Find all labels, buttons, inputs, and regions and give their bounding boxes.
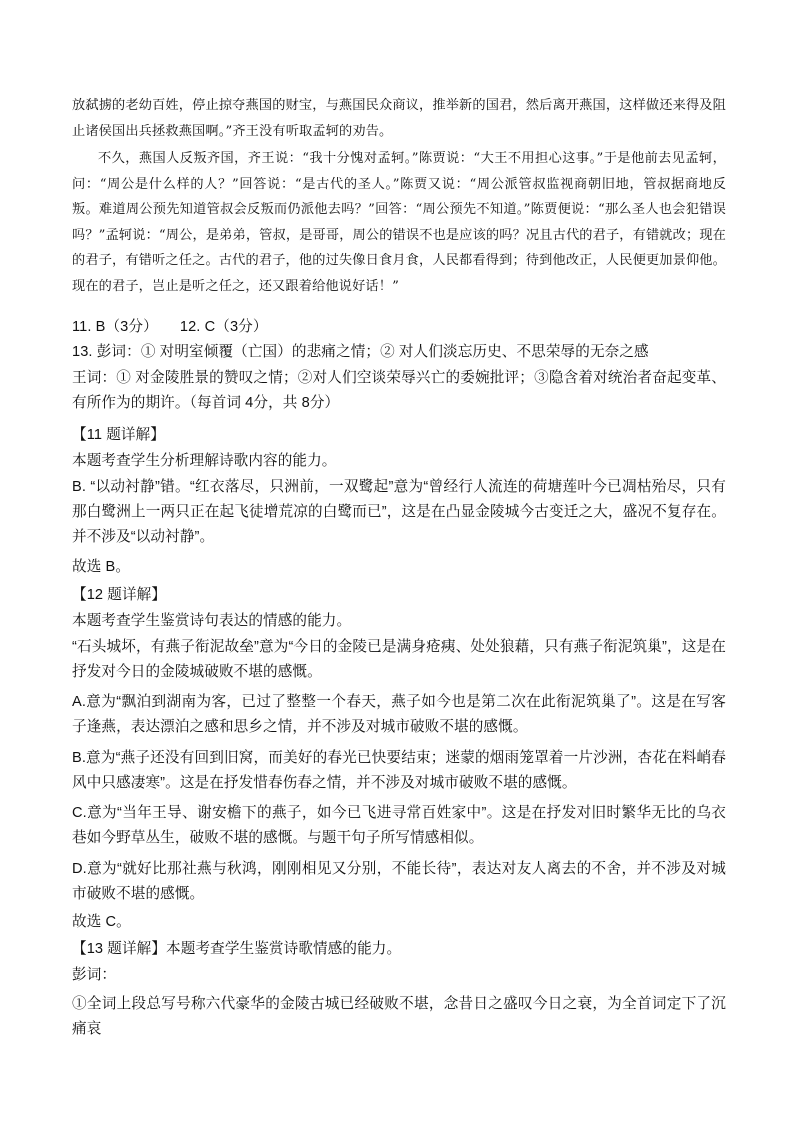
q12-option-b: B.意为“燕子还没有回到旧窝，而美好的春光已快要结束；迷蒙的烟雨笼罩着一片沙洲，杏花在料峭春风中只感凄寒”。这是在抒发惜春伤春之情，并不涉及对城市破败不堪的感慨。	[72, 750, 726, 791]
q12-option-a: A.意为“飘泊到湖南为客，已过了整整一个春天，燕子如今也是第二次在此衔泥筑巢了”。这是在写客子逢燕，表达漂泊之感和思乡之情，并不涉及对城市破败不堪的感慨。	[72, 694, 726, 735]
q11-conclusion: 故选 B。	[72, 559, 131, 575]
q12-ability: 本题考查学生鉴赏诗句表达的情感的能力。	[72, 613, 352, 629]
translation-paragraph-2: 不久，燕国人反叛齐国，齐王说：“我十分愧对孟轲。”陈贾说：“大王不用担心这事。”于是他前去见孟轲，问：“周公是什么样的人？”回答说：“是古代的圣人。”陈贾又说：“周公派管叔监视商朝旧地，管叔据商地反叛。难道周公预先知道管叔会反叛而仍派他去吗？”回答：“周公预先不知道。”陈贾便说：“那么圣人也会犯错误吗？”孟轲说：“周公，是弟弟，管叔，是哥哥，周公的错误不也是应该的吗？况且古代的君子，有错就改；现在的君子，有错听之任之。古代的君子，他的过失像日食月食，人民都看得到；待到他改正，人民便更加景仰他。现在的君子，岂止是听之任之，还又跟着给他说好话！”	[72, 151, 726, 294]
q11-analysis: B. “以动衬静”错。“红衣落尽，只洲前，一双鹭起”意为“曾经行人流连的荷塘莲叶今已凋枯殆尽，只有那白鹭洲上一两只正在起飞徒增荒凉的白鹭而已”，这是在凸显金陵城今古变迁之大，盛况不复存在。并不涉及“以动衬静”。	[72, 479, 726, 545]
q12-heading: 【12 题详解】	[72, 587, 167, 603]
q13-heading: 【13 题详解】本题考查学生鉴赏诗歌情感的能力。	[72, 941, 402, 957]
answer-11-12: 11. B（3分） 12. C（3分）	[72, 319, 268, 335]
q12-quote: “石头城坏，有燕子衔泥故垒”意为“今日的金陵已是满身疮痍、处处狼藉，只有燕子衔泥筑巢”，这是在抒发对今日的金陵城破败不堪的感慨。	[72, 639, 726, 680]
q11-heading: 【11 题详解】	[72, 427, 165, 443]
q13-peng-label: 彭词：	[72, 967, 117, 983]
q11-ability: 本题考查学生分析理解诗歌内容的能力。	[72, 453, 337, 469]
q12-option-c: C.意为“当年王导、谢安檐下的燕子，如今已飞进寻常百姓家中”。这是在抒发对旧时繁华无比的乌衣巷如今野草丛生，破败不堪的感慨。与题干句子所写情感相似。	[72, 805, 726, 846]
answer-13-peng: 13. 彭词：① 对明室倾覆（亡国）的悲痛之情；② 对人们淡忘历史、不思荣辱的无奈之感	[72, 344, 649, 360]
answer-13-wang: 王词：① 对金陵胜景的赞叹之情；②对人们空谈荣辱兴亡的委婉批评；③隐含着对统治者奋起变革、有所作为的期许。（每首词 4分，共 8分）	[72, 370, 726, 411]
q12-conclusion: 故选 C。	[72, 914, 131, 930]
translation-paragraph-1: 放弑掳的老幼百姓，停止掠夺燕国的财宝，与燕国民众商议，推举新的国君，然后离开燕国，这样做还来得及阻止诸侯国出兵拯救燕国啊。”齐王没有听取孟轲的劝告。	[72, 98, 726, 139]
q12-option-d: D.意为“就好比那社燕与秋鸿，刚刚相见又分别，不能长待”，表达对友人离去的不舍，并不涉及对城市破败不堪的感慨。	[72, 861, 726, 902]
q13-point-1: ①全词上段总写号称六代豪华的金陵古城已经破败不堪，念昔日之盛叹今日之衰，为全首词定下了沉痛哀	[72, 996, 726, 1037]
